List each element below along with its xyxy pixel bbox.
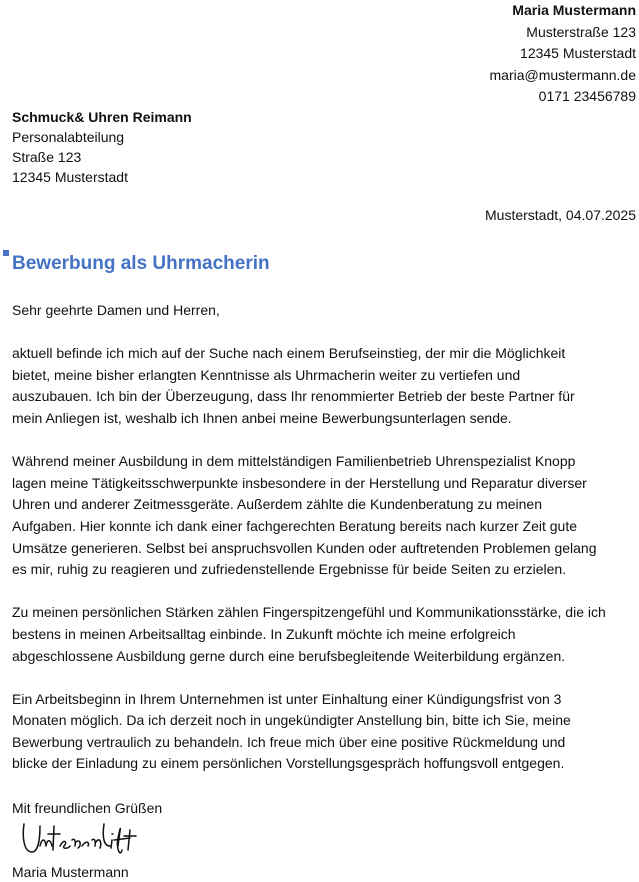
recipient-city: 12345 Musterstadt <box>12 169 128 185</box>
sender-phone: 0171 23456789 <box>538 88 636 104</box>
recipient-address <box>12 107 192 187</box>
paragraph: Ein Arbeitsbeginn in Ihrem Unternehmen ist unter Einhaltung einer Kündigungsfrist von 3 Monaten möglich. Da ich derzeit noch in ungekündigter Anstellung bin, bitte ich Sie, meine Bewerbung vertraulich zu behandeln. Ich freue mich über eine positive Rückmeldung und blicke der Einladung zu einem persönlichen Vorstellungsgespräch hoffungsvoll entgegen. <box>12 690 571 772</box>
heading-marker <box>3 250 9 256</box>
recipient-department: Personalabteilung <box>12 129 125 145</box>
signature-image <box>18 816 142 864</box>
recipient-company: Schmuck& Uhren Reimann <box>12 109 192 125</box>
closing: Mit freundlichen Grüßen <box>12 800 163 816</box>
sender-name: Maria Mustermann <box>512 2 636 18</box>
salutation: Sehr geehrte Damen und Herren, <box>12 302 220 318</box>
sender-email: maria@mustermann.de <box>489 66 636 83</box>
sender-street: Musterstraße 123 <box>526 23 636 40</box>
letter-date: Musterstadt, 04.07.2025 <box>485 207 636 223</box>
letter-body <box>12 300 638 797</box>
letter-subject: Bewerbung als Uhrmacherin <box>12 253 270 274</box>
signer-name: Maria Mustermann <box>12 864 129 880</box>
recipient-street: Straße 123 <box>12 149 82 165</box>
paragraph: aktuell befinde ich mich auf der Suche nach einem Berufseinstieg, der mir die Möglichkeit bietet, meine bisher erlangten Kenntnisse als Uhrmacherin weiter zu vertiefen und auszubauen. Ich bin der Überzeugung, dass Ihr renommierter Betrieb der beste Partner für mein Anliegen ist, weshalb ich Ihnen anbei meine Bewerbungsunterlagen sende. <box>12 345 575 426</box>
paragraph: Während meiner Ausbildung in dem mittelständigen Familienbetrieb Uhrenspezialist Knopp lagen meine Tätigkeitsschwerpunkte insbesondere in der Herstellung und Reparatur diverser Uhren und anderer Zeitmessgeräte. Außerdem zählte die Kundenberatung zu meinen Aufgaben. Hier konnte ich dank einer fachgerechten Beratung bereits nach kurzer Zeit gute Umsätze generieren. Selbst bei anspruchsvollen Kunden oder auftretenden Problemen gelang es mir, ruhig zu reagieren und zufriedenstellende Ergebnisse für beide Seiten zu erzielen. <box>12 453 597 578</box>
sender-address <box>490 0 637 108</box>
sender-city: 12345 Musterstadt <box>520 45 636 61</box>
paragraph: Zu meinen persönlichen Stärken zählen Fingerspitzengefühl und Kommunikationsstärke, die ich bestens in meinen Arbeitsalltag einbinde. In Zukunft möchte ich meine erfolgreich abgeschlossene Ausbildung gerne durch eine berufsbegleitende Weiterbildung ergänzen. <box>12 604 606 664</box>
